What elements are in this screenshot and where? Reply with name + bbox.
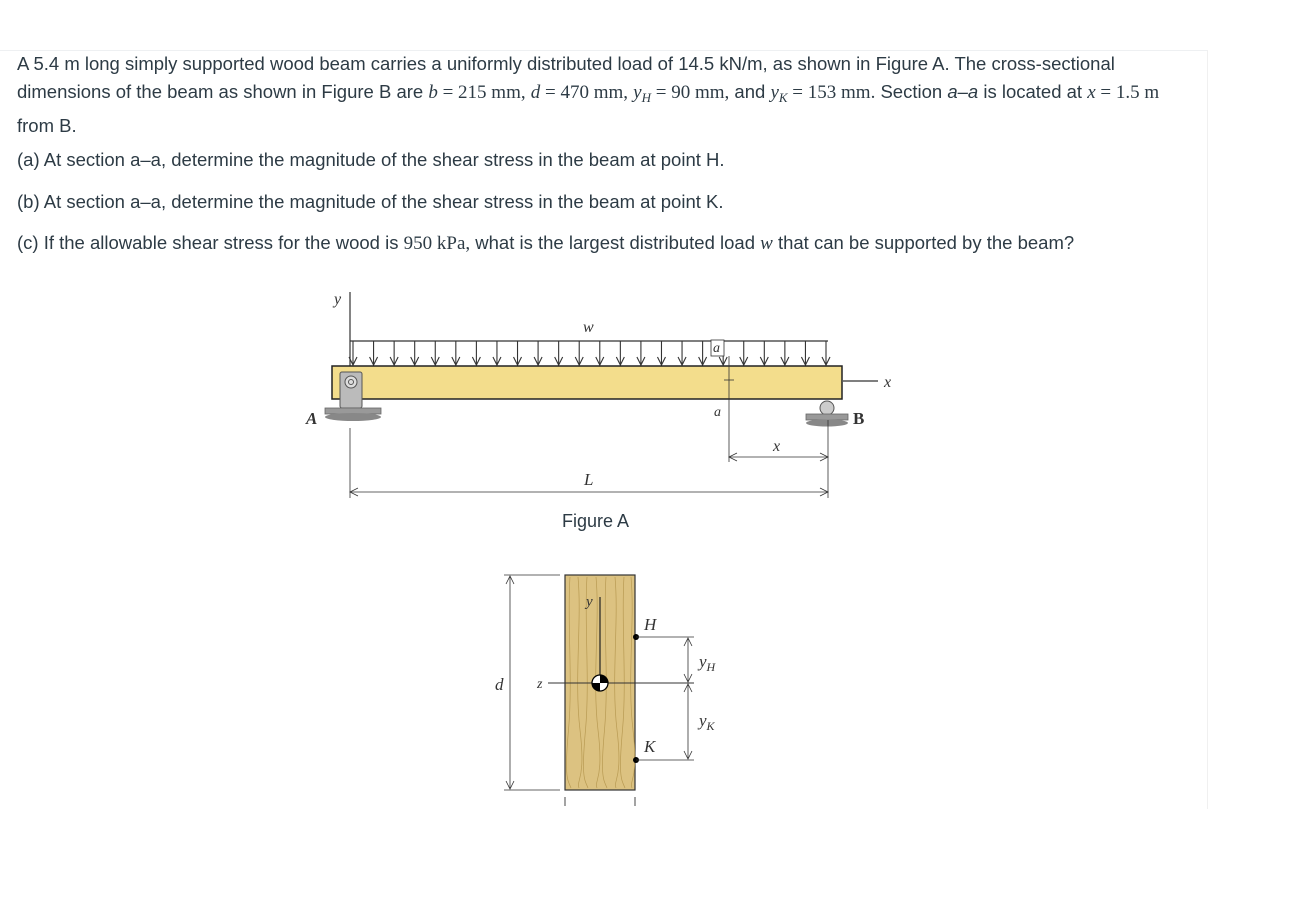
point-h-label: H bbox=[644, 615, 657, 634]
part-b: (b) At section a–a, determine the magnitude of the shear stress in the beam at point K. bbox=[17, 191, 724, 212]
yh-symbol: y bbox=[633, 82, 642, 103]
b-symbol: b bbox=[428, 82, 438, 103]
x-value: 1.5 m bbox=[1115, 82, 1160, 103]
problem-statement: A 5.4 m long simply supported wood beam carries a uniformly distributed load of 14.5 kN/m, as shown in Figure A. The cross-sectional dimensions of the beam as shown in Figure B are b = 215 mm, d = 470 mm, $y_H = 90$ mm, and $y_K = 153$ mm. Section a–a is located at x = 1.5 m from B. bbox=[17, 53, 1160, 136]
support-a-label: A bbox=[306, 409, 318, 428]
l-dimension-label: L bbox=[584, 470, 594, 489]
yk-label: $y_K$ bbox=[699, 711, 715, 733]
part-c-value: 950 kPa, bbox=[403, 233, 471, 254]
x-dimension-label: x bbox=[773, 438, 781, 455]
yh-subscript: H bbox=[641, 90, 651, 105]
section-y-label: y bbox=[586, 594, 593, 610]
statement-intro: A 5.4 m long simply supported wood beam carries a uniformly distributed load of 14.5 kN/m, as shown in Figure A. bbox=[17, 53, 950, 74]
support-b-label: B bbox=[853, 409, 865, 428]
section-a-bottom-label: a bbox=[714, 405, 721, 420]
yh-value: 90 mm, bbox=[671, 82, 730, 103]
part-a: (a) At section a–a, determine the magnitude of the shear stress in the beam at point H. bbox=[17, 149, 725, 170]
section-a-top-label: a bbox=[713, 341, 720, 356]
centroid-symbol bbox=[592, 675, 608, 691]
x-symbol: x bbox=[1087, 82, 1096, 103]
d-label: d bbox=[495, 675, 504, 694]
part-c-middle: what is the largest distributed load bbox=[475, 232, 755, 253]
b-value: 215 mm, bbox=[458, 82, 526, 103]
located-text: is located bbox=[983, 81, 1062, 102]
figure-b bbox=[494, 575, 717, 806]
x-axis-label: x bbox=[884, 374, 892, 391]
d-value: 470 mm, bbox=[560, 82, 629, 103]
roller-support-b bbox=[806, 401, 848, 427]
part-c-w: w bbox=[760, 233, 773, 254]
d-symbol: d bbox=[530, 82, 541, 103]
point-k-label: K bbox=[644, 737, 656, 756]
part-c-suffix: that can be supported by the beam? bbox=[777, 232, 1075, 253]
figure-a-caption: Figure A bbox=[562, 511, 630, 531]
from-b-text: from B. bbox=[17, 115, 77, 136]
and-word: and bbox=[734, 81, 766, 102]
at-word: at bbox=[1066, 81, 1083, 102]
yk-symbol: y bbox=[770, 82, 779, 103]
section-symbol: a–a bbox=[947, 81, 979, 102]
section-word: Section bbox=[880, 81, 943, 102]
part-c-prefix: (c) If the allowable shear stress for the wood is bbox=[17, 232, 399, 253]
beam bbox=[332, 366, 842, 399]
yk-value: 153 mm. bbox=[807, 82, 876, 103]
y-axis-label: y bbox=[334, 291, 342, 308]
statement-dims: The cross-sectional dimensions of the beam as shown in Figure B are bbox=[17, 53, 1115, 102]
section-z-label: z bbox=[537, 677, 543, 692]
load-arrows bbox=[349, 341, 830, 365]
load-w-label: w bbox=[583, 319, 594, 336]
yh-label: $y_H$ bbox=[699, 652, 716, 674]
yk-subscript: K bbox=[778, 90, 788, 105]
